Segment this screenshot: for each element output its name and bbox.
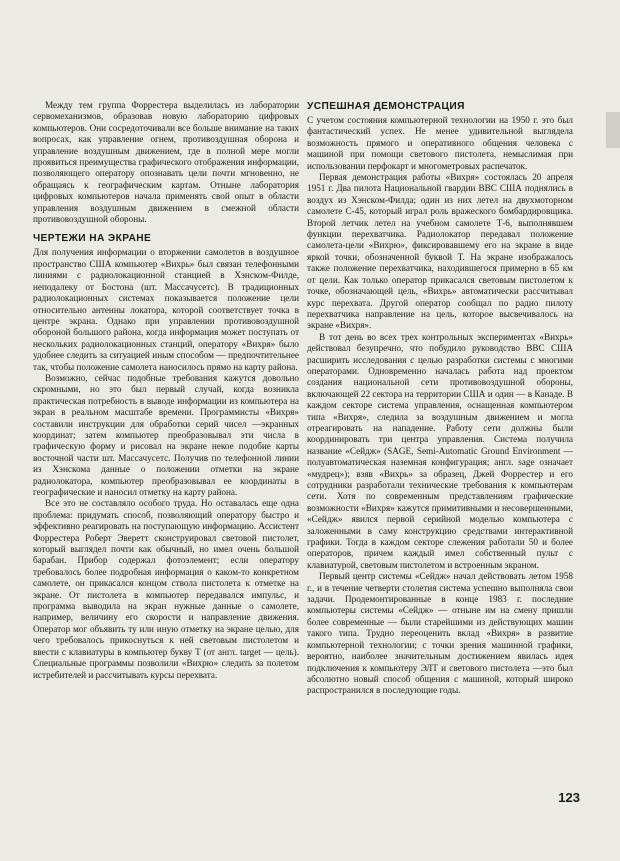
body-paragraph: Возможно, сейчас подобные требования кажутся довольно скромными, но это был первый случай, когда возникла практическая потребность в выводе информации из компьютера на экран в реальном масштабе времени. Программисты «Вихря» составили инструкции для обработки серий чисел —экранных координат; затем компьютер преобразовывал эти числа в графическую форму и рисовал на экране некое подобие карты восточной части шт. Массачусетс. Получив по телефонной линии из Хэнскома данные о положении отметки на экране радиолокатора, компьютер преобразовывал ее координаты в географические и наносил отметку на карту района. [33, 372, 299, 497]
section-heading-drawings: ЧЕРТЕЖИ НА ЭКРАНЕ [33, 233, 152, 245]
intro-paragraph: Между тем группа Форрестера выделилась из лаборатории сервомеханизмов, образовав новую лабораторию цифровых компьютеров. Они сосредоточивали все больше внимание на таких вопросах, как управление огнем, противоздушная оборона и управление воздушным движением, где в полной мере могли проявиться преимущества графического отображения информации, позволяющего оператору опознавать цели почти мгновенно, не обращаясь к географическим картам. Отныне лаборатория цифровых компьютеров начала применять свой опыт в области управления воздушным движением в смежной области противовоздушной обороны. [33, 100, 299, 225]
body-paragraph: Все это не составляло особого труда. Но оставалась еще одна проблема: придумать способ, позволяющий оператору быстро и эффективно реагировать на поступающую информацию. Ассистент Форрестера Роберт Эверетт сконструировал световой пистолет, который выглядел почти как обычный, но имел очень большой барабан. Прибор содержал фотоэлемент; если оператору требовалось более подробная информация о каком-то конкретном самолете, он прикасался концом ствола пистолета к отметке на экране. От пистолета в компьютер передавался импульс, и программа выводила на экран нужные данные о самолете, например, величину его скорости и направление движения. Оператор мог объявить ту или иную отметку на экране целью, для чего требовалось прикоснуться к ней световым пистолетом и ввести с клавиатуры в компьютер букву T (от англ. target — цель). Специальные программы позволили «Вихрю» следить за полетом истребителей и рассчитывать курсы перехвата. [33, 498, 299, 680]
left-column [33, 100, 299, 681]
body-paragraph: С учетом состояния компьютерной технологии на 1950 г. это был фантастический успех. Не менее удивительной выглядела возможность прямого и оперативного общения человека с машиной при помощи светового пистолета, немыслимая при использовании перфокарт и многометровых распечаток. [307, 115, 573, 171]
body-paragraph: В тот день во всех трех контрольных экспериментах «Вихрь» действовал безупречно, что побудило руководство ВВС США расширить исследования с целью разработки системы с многими операторами. Одновременно началась работа над проектом создания национальной сети противовоздушной обороны, включающей 22 сектора на территории США и один — в Канаде. В каждом секторе система управления, оснащенная компьютером типа «Вихря», следила за воздушным движением и могла отреагировать на нападение. Работу сети должны были координировать три центра управления. Система получила название «Сейдж» (SAGE, Semi-Automatic Ground Environment — полуавтоматическая наземная конфигурация; англ. sage означает «мудрец»); взяв «Вихрь» за образец, Джей Форрестер и его сотрудники разработали технические требования к компьютерам сети. Хотя по современным представлениям графические возможности «Вихря» кажутся примитивными и несовершенными, «Сейдж» явился первой серийной моделью компьютера с заложенными в саму конструкцию средствами интерактивной графики. Тогда в каждом секторе слежения работали 50 и более операторов, причем каждый имел собственный пульт с клавиатурой, световым пистолетом и встроенным экраном. [307, 331, 573, 570]
page-edge-tab [606, 112, 620, 148]
body-paragraph: Для получения информации о вторжении самолетов в воздушное пространство США компьютер «Вихрь» был связан телефонными линиями с радиолокационной станцией в Хэнском-Филде, неподалеку от Бостона (шт. Массачусетс). В традиционных радиолокационных системах показывается положение цели относительно антенны локатора, которой соответствует точка в центре экрана. Однако при управлении противовоздушной обороной большого района, когда информация может поступать от нескольких радиолокационных станций, оператору «Вихря» было удобнее следить за ситуацией иным способом — предпочтительнее так, чтобы положение самолета наносилось прямо на карту района. [33, 247, 299, 372]
body-paragraph: Первый центр системы «Сейдж» начал действовать летом 1958 г., и в течение четверти столетия система успешно выполняла свои задачи. Продемонтированные в конце 1983 г. последние компьютеры системы «Сейдж» — отныне им на смену пришли более современные — были старейшими из действующих машин такого типа. Трудно переоценить вклад «Вихря» в развитие компьютерной технологии; с точки зрения машинной графики, вероятно, наиболее значительным достижением явилась идея подключения к компьютеру ЭЛТ и светового пистолета —это был абсолютно новый способ общения с машиной, который широко распространился в последующие годы. [307, 571, 573, 696]
section-heading-demonstration: УСПЕШНАЯ ДЕМОНСТРАЦИЯ [307, 101, 465, 112]
body-paragraph: Первая демонстрация работы «Вихря» состоялась 20 апреля 1951 г. Два пилота Национальной гвардии ВВС США поднялись в воздух из Хэнском-Филда; один из них летел на двухмоторном самолете С-45, который играл роль вражеского бомбардировщика. Второй летчик летел на учебном самолете Т-6, выполнявшем функции перехватчика. Радиолокатор передавал положение самолета-цели «Вихрю», фиксировавшему его на экране в виде яркой точки, обозначенной буквой T. На экране изображалось также положение перехватчика, находившегося примерно в 65 км от цели. Как только оператор прикасался световым пистолетом к точке, обозначающей цель, «Вихрь» автоматически рассчитывал курс перехвата. Другой оператор сообщал по радио пилоту перехватчика направление на цель, которое высвечивалось на экране «Вихря». [307, 172, 573, 331]
page-number: 123 [558, 790, 580, 805]
right-column [307, 100, 573, 697]
